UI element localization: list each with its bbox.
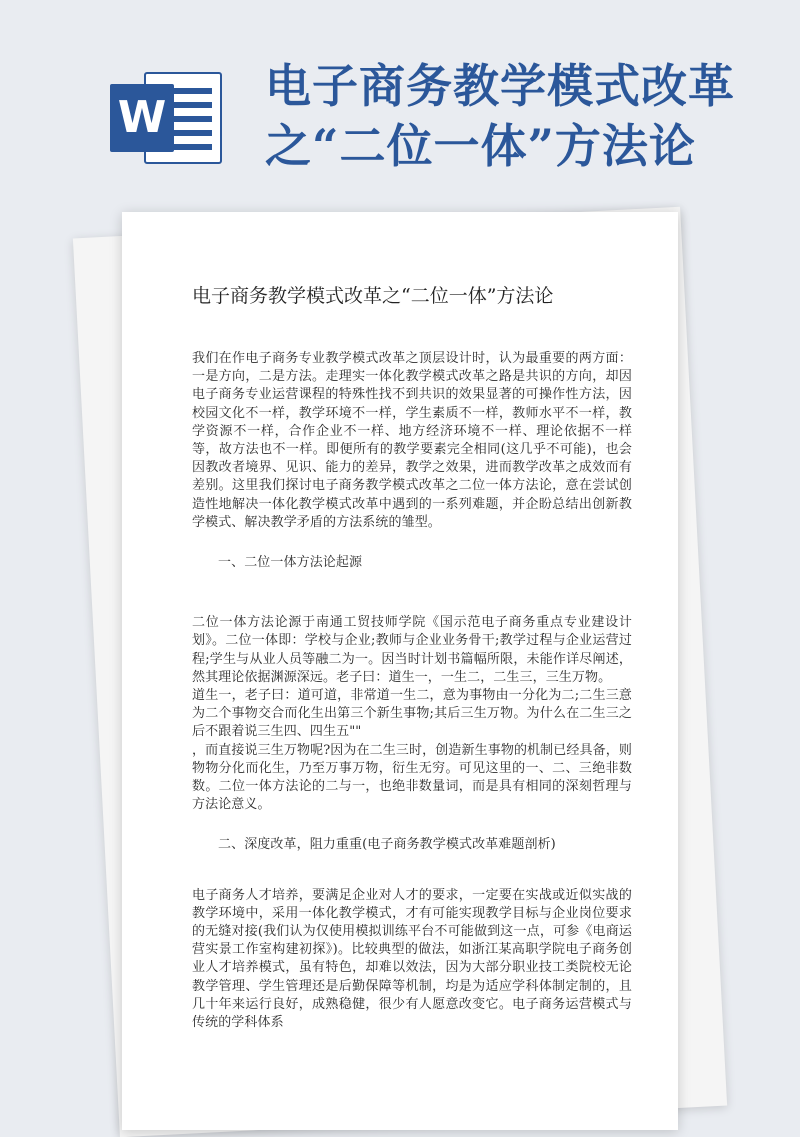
paragraph: 二位一体方法论源于南通工贸技师学院《国示范电子商务重点专业建设计划》。二位一体即：学校与企业;教师与企业业务骨干;教学过程与企业运营过程;学生与从业人员等融二为一。因当时计划书篇幅所限，未能作详尽阐述，然其理论依据渊源深远。老子曰：道生一，一生二，二生三，三生万物。 (192, 615, 632, 685)
paragraph: 我们在作电子商务专业教学模式改革之顶层设计时，认为最重要的两方面：一是方向，二是方法。走理实一体化教学模式改革之路是共识的方向，却因电子商务专业运营课程的特殊性找不到共识的效果显著的可操作性方法，因校园文化不一样，教学环境不一样，学生素质不一样，教师水平不一样，教学资源不一样，合作企业不一样、地方经济环境不一样、理论依据不一样等，故方法也不一样。即便所有的教学要素完全相同(这几乎不可能)，也会因教改者境界、见识、能力的差异，教学之效果，进而教学改革之成效而有差别。这里我们探讨电子商务教学模式改革之二位一体方法论，意在尝试创造性地解决一体化教学模式改革中遇到的一系列难题，并企盼总结出创新教学模式、解决教学矛盾的方法系统的雏型。 (192, 351, 632, 530)
paragraph: 电子商务人才培养，要满足企业对人才的要求，一定要在实战或近似实战的教学环境中，采用一体化教学模式，才有可能实现教学目标与企业岗位要求的无缝对接(我们认为仅使用模拟训练平台不可能做到这一点，可参《电商运营实景工作室构建初探》)。比较典型的做法，如浙江某高职学院电子商务创业人才培养模式，虽有特色，却难以效法，因为大部分职业技工类院校无论教学管理、学生管理还是后勤保障等机制，均是为适应学科体制定制的，且几十年来运行良好，成熟稳健，很少有人愿意改变它。电子商务运营模式与传统的学科体系 (192, 887, 632, 1031)
header (0, 0, 800, 200)
document-body (192, 350, 632, 1032)
page-title-line-2: 之“二位一体”方法论 (265, 119, 696, 173)
page-title-line-1: 电子商务教学模式改革 (265, 59, 735, 113)
paragraph: ，而直接说三生万物呢?因为在二生三时，创造新生事物的机制已经具备，则物物分化而化生，乃至万事万物，衍生无穷。可见这里的一、二、三绝非数数。二位一体方法论的二与一，也绝非数量词，而是具有相同的深刻哲理与方法论意义。 (192, 742, 632, 813)
section-heading: 二、深度改革，阻力重重(电子商务教学模式改革难题剖析) (218, 837, 556, 853)
paragraph: 道生一，老子曰：道可道，非常道一生二，意为事物由一分化为二;二生三意为二个事物交合而化生出第三个新生事物;其后三生万物。为什么在二生三之后不跟着说三生四、四生五"" (192, 688, 632, 740)
word-icon-letter: W (110, 84, 174, 152)
word-icon (110, 72, 222, 164)
section-heading: 一、二位一体方法论起源 (218, 555, 363, 571)
document-page (122, 212, 678, 1130)
document-title: 电子商务教学模式改革之“二位一体”方法论 (192, 285, 554, 307)
page-title (265, 56, 785, 176)
